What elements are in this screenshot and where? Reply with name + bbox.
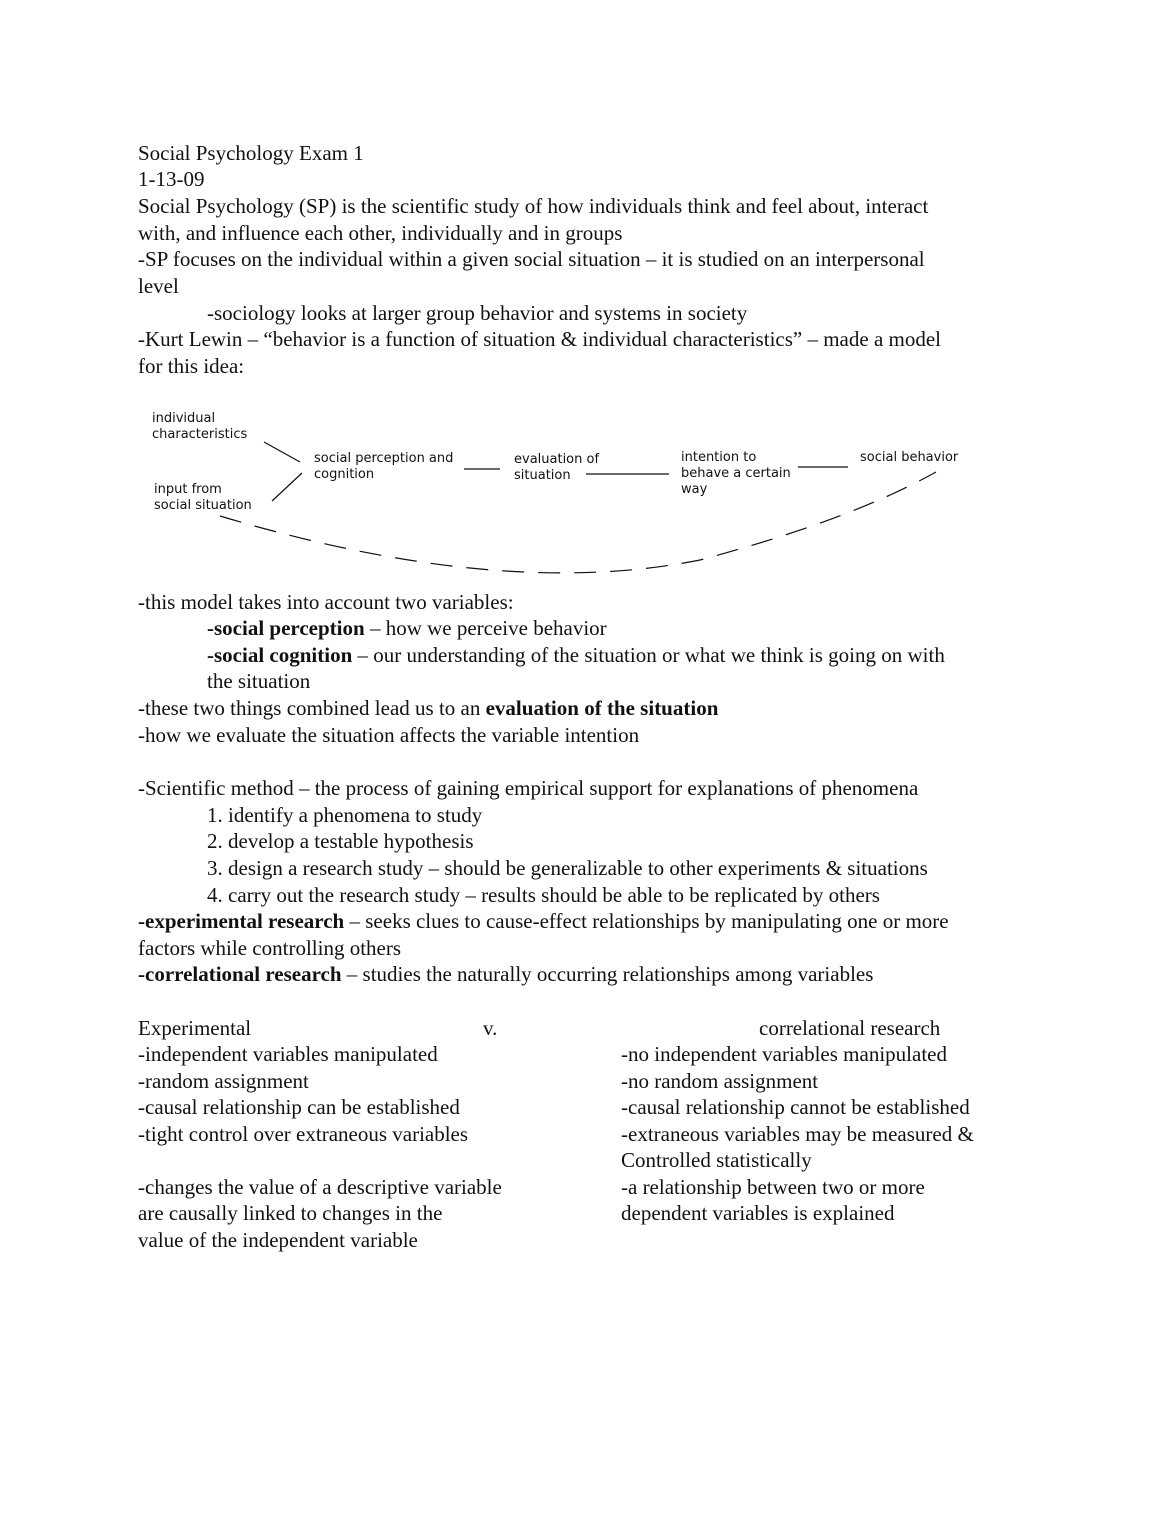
method-step: 3. design a research study – should be generalizable to other experiments & situations [207,856,928,880]
comparison-right-head: correlational research [759,1016,941,1040]
method-step: 4. carry out the research study – results should be able to be replicated by others [207,883,880,907]
evaluate-line: -how we evaluate the situation affects the variable intention [138,723,640,747]
intro-line: with, and influence each other, individually and in groups [138,221,623,245]
method-step: 2. develop a testable hypothesis [207,829,474,853]
correlational-def: -correlational research – studies the naturally occurring relationships among variables [138,962,874,986]
intro-line: -SP focuses on the individual within a given social situation – it is studied on an interpersonal [138,247,925,271]
intro-line: -sociology looks at larger group behavior and systems in society [207,301,748,325]
model-line: -this model takes into account two variables: [138,590,514,614]
intro-line: Social Psychology (SP) is the scientific study of how individuals think and feel about, interact [138,194,929,218]
connector-line [264,442,300,462]
node-input: input from social situation [154,482,252,513]
node-perception: social perception and cognition [314,451,454,482]
comparison-vs: v. [483,1016,498,1040]
scientific-method-def: -Scientific method – the process of gaining empirical support for explanations of phenomena [138,776,919,800]
feedback-dashed-curve [220,472,936,573]
node-behavior: social behavior [860,450,959,465]
social-cognition-def-cont: the situation [207,669,311,693]
social-cognition-def: -social cognition – our understanding of the situation or what we think is going on with [207,643,945,667]
experimental-def-cont: factors while controlling others [138,936,402,960]
combined-line: -these two things combined lead us to an evaluation of the situation [138,696,719,720]
doc-title: Social Psychology Exam 1 [138,141,364,165]
comparison-left-head: Experimental [138,1016,252,1040]
node-evaluation: evaluation of situation [514,452,600,483]
intro-line: level [138,274,179,298]
correlational-column: -no independent variables manipulated -no random assignment -causal relationship cannot be established -extraneous variables may be measured & Controlled statistically -a relationship between two or more dependent variables is explained [621,1042,974,1225]
experimental-def: -experimental research – seeks clues to cause-effect relationships by manipulating one or more [138,909,949,933]
method-step: 1. identify a phenomena to study [207,803,483,827]
doc-date: 1-13-09 [138,167,205,191]
social-perception-def: -social perception – how we perceive behavior [207,616,607,640]
intro-line: -Kurt Lewin – “behavior is a function of situation & individual characteristics” – made a model [138,327,942,351]
node-individual: individual characteristics [152,411,248,442]
connector-line [272,473,302,501]
experimental-column: -independent variables manipulated -random assignment -causal relationship can be established -tight control over extraneous variables -changes the value of a descriptive variable are causally linked to changes in the value of the independent variable [138,1042,502,1252]
intro-line: for this idea: [138,354,245,378]
node-intention: intention to behave a certain way [681,450,791,497]
